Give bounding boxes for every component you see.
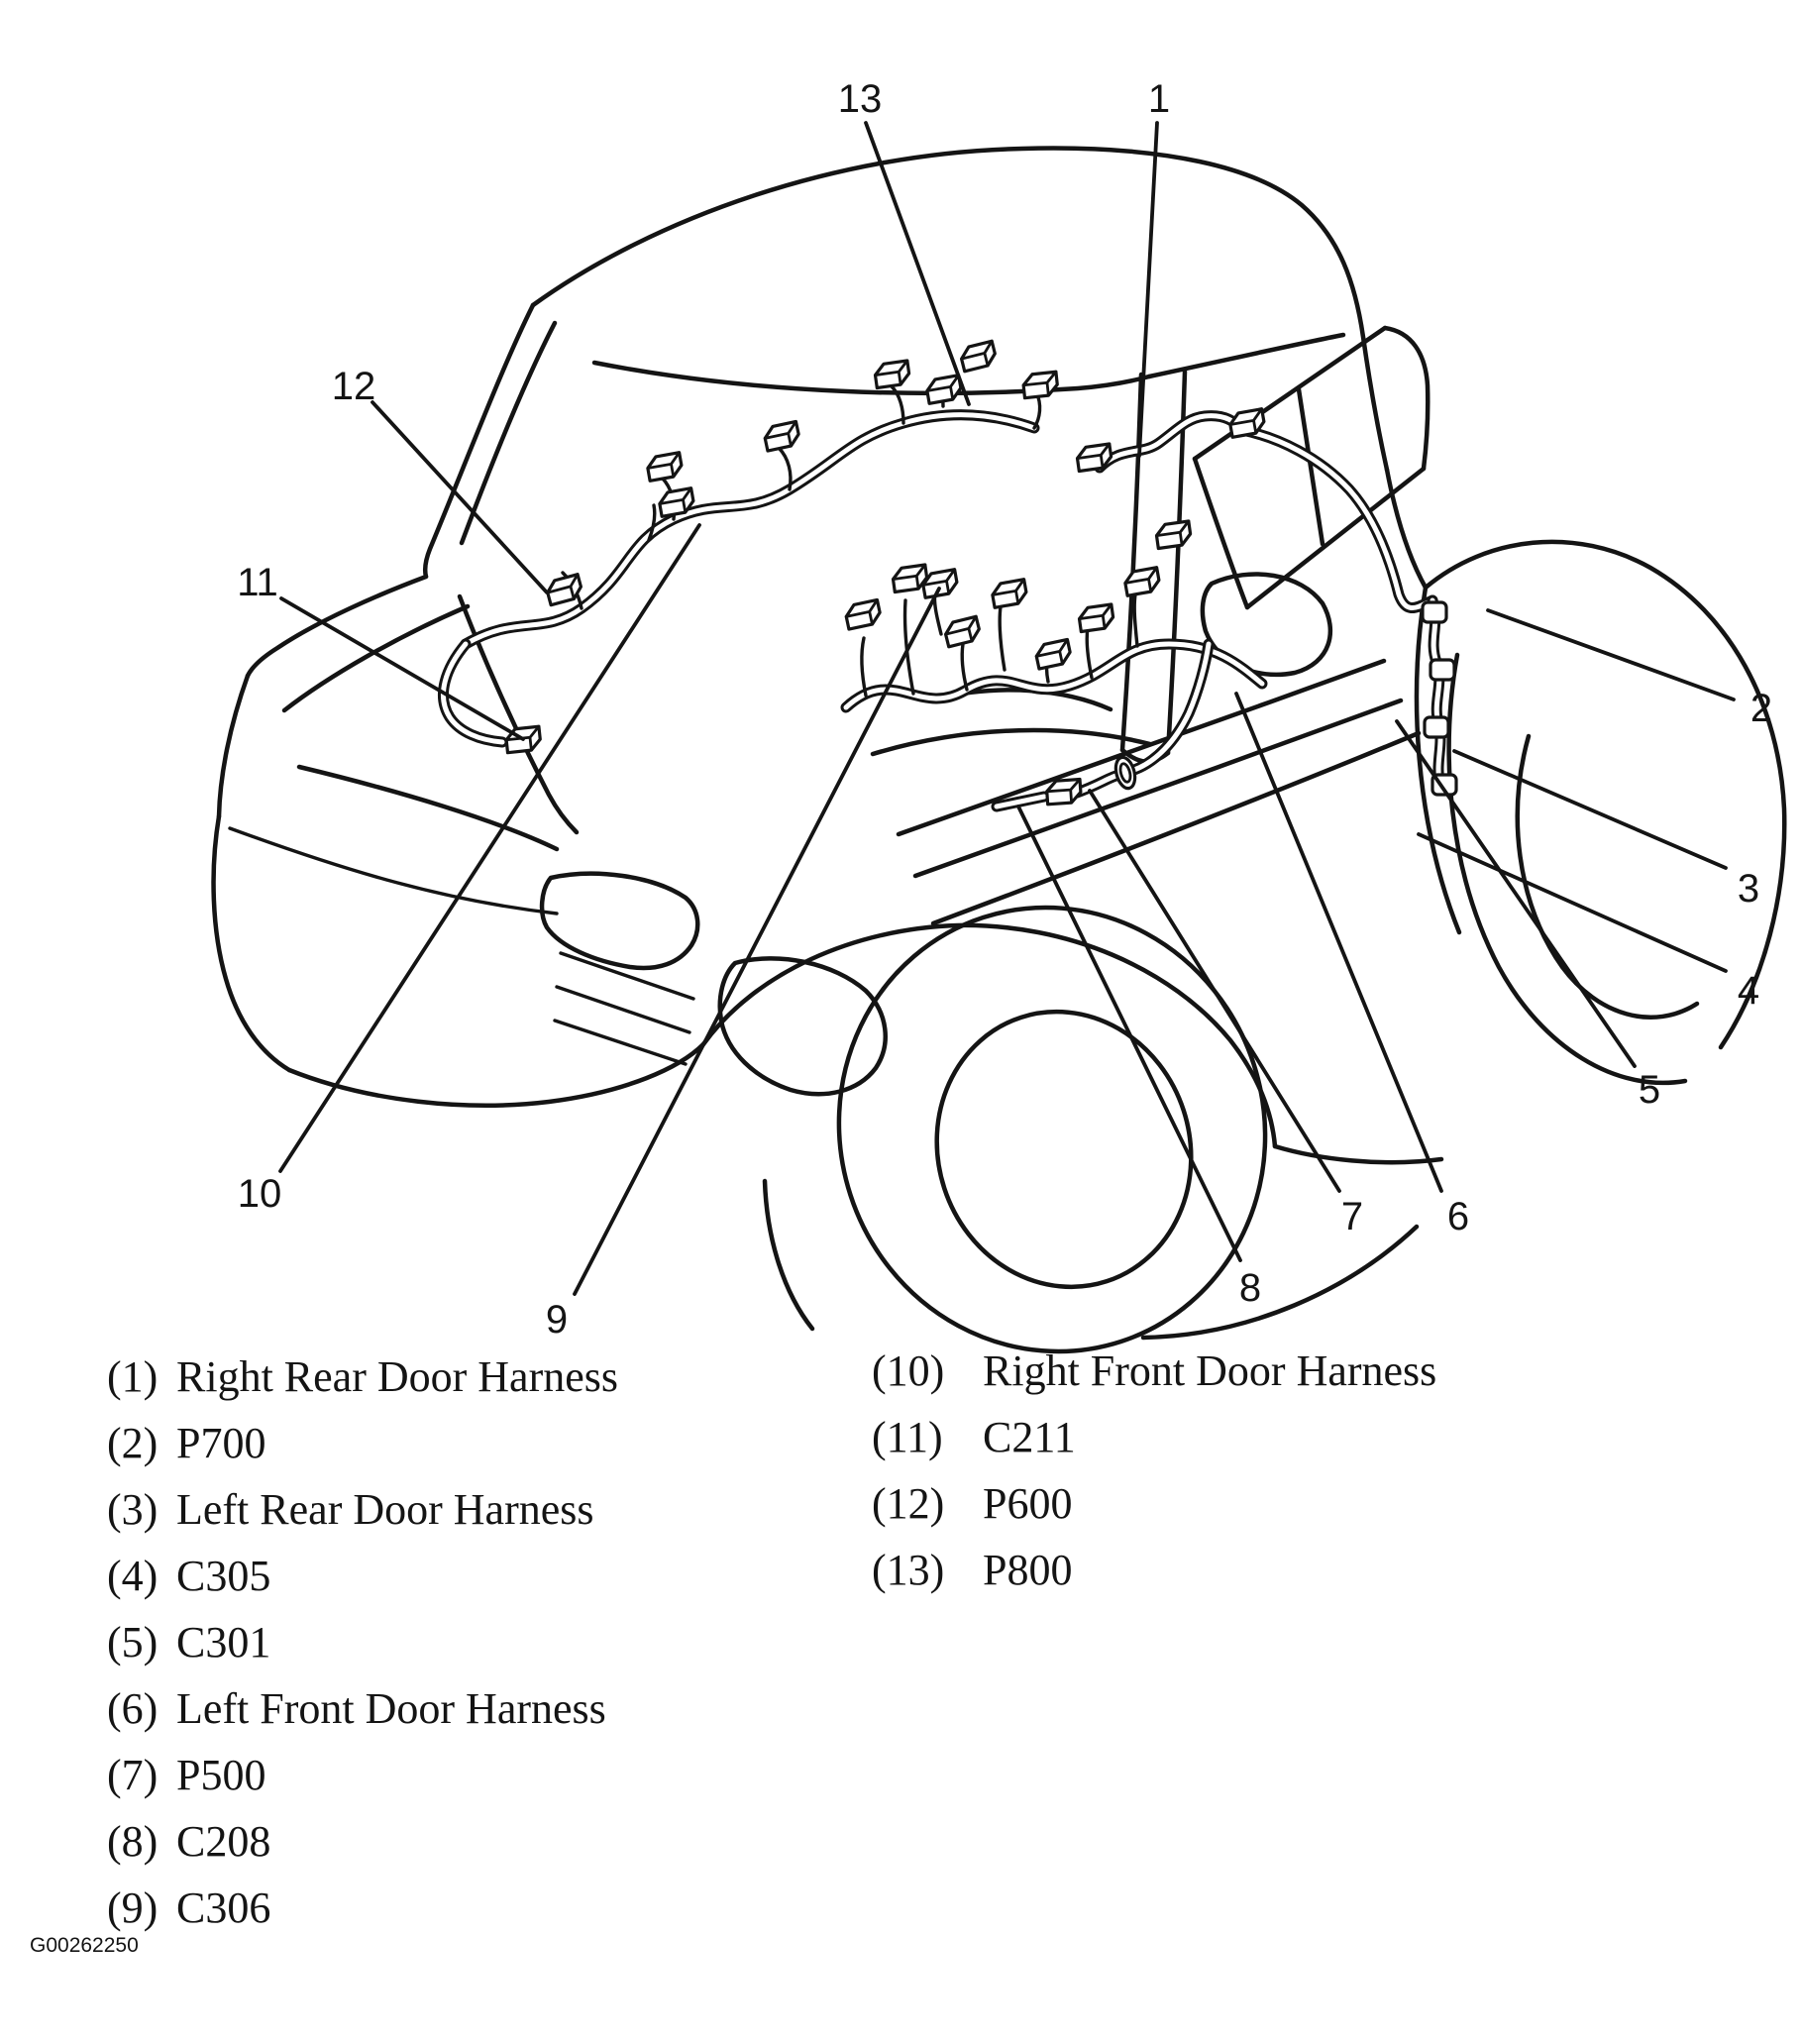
callout-7: 7 xyxy=(1340,1195,1364,1238)
callout-10: 10 xyxy=(237,1172,282,1216)
cowl-line xyxy=(594,363,1149,393)
leader-12 xyxy=(372,402,547,592)
connector-p500 xyxy=(1046,779,1082,804)
belt-line xyxy=(1149,335,1343,377)
legend-item-number: (6) xyxy=(107,1684,159,1733)
legend-item-number: (10) xyxy=(872,1346,945,1395)
legend-item-number: (11) xyxy=(872,1413,943,1461)
a-pillar xyxy=(425,305,533,577)
leader-1 xyxy=(1139,123,1157,456)
legend-item xyxy=(872,1537,1436,1603)
callout-4: 4 xyxy=(1737,969,1760,1013)
leader-3 xyxy=(1454,751,1726,868)
mud-flap xyxy=(765,1181,812,1329)
legend-item-number: (9) xyxy=(107,1883,159,1932)
callout-3: 3 xyxy=(1737,867,1760,911)
leader-lines xyxy=(280,123,1734,1294)
leader-13 xyxy=(866,123,969,404)
figure-id: G00262250 xyxy=(30,1934,139,1957)
legend-item-label: C301 xyxy=(176,1618,271,1667)
legend-item xyxy=(107,1344,618,1410)
legend-item-label: C211 xyxy=(983,1413,1076,1461)
leader-8 xyxy=(1018,807,1240,1260)
callout-8: 8 xyxy=(1238,1266,1262,1310)
legend-item xyxy=(107,1410,618,1476)
floor-line-b xyxy=(873,730,1150,754)
legend-item-number: (12) xyxy=(872,1479,945,1528)
rear-rim xyxy=(1518,736,1697,1018)
legend-item-label: C305 xyxy=(176,1552,271,1600)
legend-item-label: P700 xyxy=(176,1419,266,1467)
legend-item xyxy=(872,1470,1436,1537)
legend-item-label: Right Rear Door Harness xyxy=(176,1352,619,1401)
legend-item-label: P600 xyxy=(983,1479,1073,1528)
quarter-window-right xyxy=(1385,328,1428,469)
legend-item xyxy=(107,1543,618,1609)
front-face xyxy=(214,816,289,1070)
legend-item-number: (5) xyxy=(107,1618,159,1667)
legend-item-number: (2) xyxy=(107,1419,159,1467)
legend-item-number: (3) xyxy=(107,1485,159,1534)
callout-13: 13 xyxy=(837,77,883,121)
sill-rail-b xyxy=(915,700,1401,876)
rear-wheel-arch xyxy=(1426,542,1784,1047)
b-pillar-front xyxy=(1122,375,1141,750)
legend-item-label: Left Rear Door Harness xyxy=(176,1485,594,1534)
callout-5: 5 xyxy=(1638,1068,1661,1112)
bumper-crease xyxy=(230,828,557,914)
callout-2: 2 xyxy=(1749,687,1773,730)
callout-6: 6 xyxy=(1446,1195,1470,1238)
car-body-outline xyxy=(214,149,1785,1408)
legend-item-label: P500 xyxy=(176,1751,266,1799)
grille-slat-3 xyxy=(555,1021,686,1064)
legend-item-number: (1) xyxy=(107,1352,159,1401)
legend-item-number: (8) xyxy=(107,1817,159,1866)
legend-item-label: C306 xyxy=(176,1883,271,1932)
leader-9 xyxy=(575,589,939,1294)
rocker-bottom xyxy=(933,733,1419,923)
legend-item xyxy=(107,1808,618,1875)
legend-item xyxy=(107,1609,618,1675)
legend-item xyxy=(872,1404,1436,1470)
bumper-bottom xyxy=(289,1044,703,1106)
leader-4 xyxy=(1419,834,1726,971)
leader-2 xyxy=(1488,610,1734,699)
legend-item-number: (7) xyxy=(107,1751,159,1799)
legend-item-label: C208 xyxy=(176,1817,271,1866)
legend-item xyxy=(107,1742,618,1808)
legend-left-column xyxy=(107,1344,618,1941)
leader-10 xyxy=(280,525,699,1171)
connector-p700 xyxy=(1423,602,1446,622)
body-bottom-rear xyxy=(1143,1227,1417,1338)
callout-11: 11 xyxy=(237,561,278,604)
legend-item xyxy=(107,1875,618,1941)
legend-item-number: (4) xyxy=(107,1552,159,1600)
legend-item xyxy=(107,1476,618,1543)
callout-1: 1 xyxy=(1147,77,1171,121)
legend-right-column xyxy=(872,1338,1436,1603)
callout-12: 12 xyxy=(331,365,376,408)
connector-p800 xyxy=(959,341,998,372)
grille-slat-2 xyxy=(557,987,689,1032)
legend-item-number: (13) xyxy=(872,1546,945,1594)
legend-item xyxy=(872,1338,1436,1404)
leader-5 xyxy=(1397,721,1635,1066)
harness-wires xyxy=(443,415,1440,807)
fender-line xyxy=(219,676,248,816)
front-rim xyxy=(901,979,1226,1321)
quarter-window-left xyxy=(1195,459,1247,607)
after-arch-line xyxy=(1275,1146,1441,1162)
legend-item-label: Right Front Door Harness xyxy=(983,1346,1437,1395)
legend-item-label: Left Front Door Harness xyxy=(176,1684,606,1733)
legend-item xyxy=(107,1675,618,1742)
callout-9: 9 xyxy=(545,1298,569,1342)
legend-item-label: P800 xyxy=(983,1546,1073,1594)
